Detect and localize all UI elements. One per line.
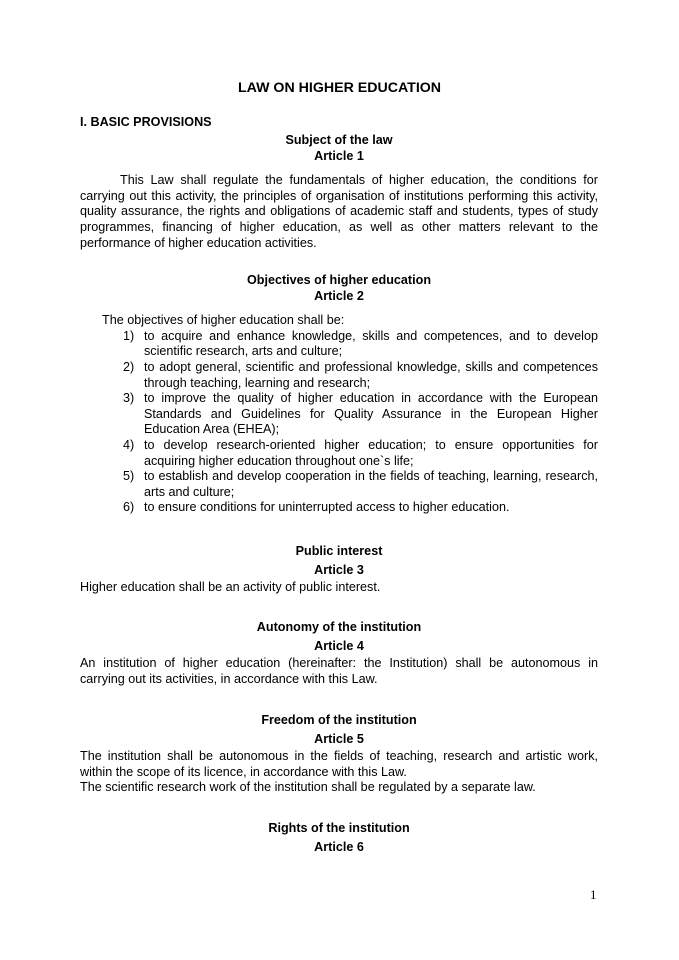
list-intro: The objectives of higher education shall be:	[102, 313, 345, 328]
article-2	[80, 273, 598, 516]
article-paragraph: An institution of higher education (hereinafter: the Institution) shall be autonomous in carrying out its activities, in accordance with this Law.	[80, 656, 598, 686]
article-number: Article 2	[314, 288, 364, 303]
article-heading: Subject of the law	[285, 133, 393, 147]
list-item: 2) to adopt general, scientific and professional knowledge, skills and competences through teaching, learning and research;	[123, 359, 598, 390]
article-heading: Freedom of the institution	[261, 713, 417, 727]
article-paragraph: Higher education shall be an activity of public interest.	[80, 580, 381, 595]
article-6	[80, 821, 598, 855]
document-title: LAW ON HIGHER EDUCATION	[237, 80, 442, 96]
article-number: Article 3	[314, 562, 364, 577]
page-number: 1	[590, 887, 597, 902]
article-heading: Autonomy of the institution	[256, 620, 422, 634]
list-item: 3) to improve the quality of higher education in accordance with the European Standards and Guidelines for Quality Assurance in the European Higher Education Area (EHEA);	[123, 391, 598, 437]
article-1	[80, 133, 598, 251]
article-heading: Rights of the institution	[268, 821, 410, 835]
list-item: 1) to acquire and enhance knowledge, skills and competences, and to develop scientific research, arts and culture;	[123, 328, 598, 359]
chapter-heading: I. BASIC PROVISIONS	[80, 115, 212, 129]
article-heading: Public interest	[295, 544, 383, 558]
article-4	[80, 620, 598, 687]
list-item: 5) to establish and develop cooperation in the fields of teaching, learning, research, arts and culture;	[123, 469, 598, 499]
list-item: 4) to develop research-oriented higher education; to ensure opportunities for acquiring higher education throughout one`s life;	[123, 437, 598, 468]
article-paragraph: The institution shall be autonomous in the fields of teaching, research and artistic work, within the scope of its licence, in accordance with this Law.	[80, 749, 598, 779]
article-paragraph: The scientific research work of the institution shall be regulated by a separate law.	[80, 780, 536, 795]
list-item: 6) to ensure conditions for uninterrupted access to higher education.	[123, 500, 510, 515]
article-paragraph: This Law shall regulate the fundamentals of higher education, the conditions for carrying out this activity, the principles of organisation of institutions performing this activity, quality assurance, the rights and obligations of academic staff and students, types of study programmes, financing of higher education, as well as other matters relevant to the performance of higher education activities.	[80, 173, 598, 250]
article-number: Article 1	[314, 148, 364, 163]
article-3	[80, 544, 598, 596]
objectives-list	[80, 329, 598, 516]
article-heading: Objectives of higher education	[246, 273, 432, 287]
article-number: Article 6	[314, 839, 364, 854]
article-5	[80, 713, 598, 796]
article-number: Article 5	[314, 731, 364, 746]
article-number: Article 4	[314, 638, 364, 653]
